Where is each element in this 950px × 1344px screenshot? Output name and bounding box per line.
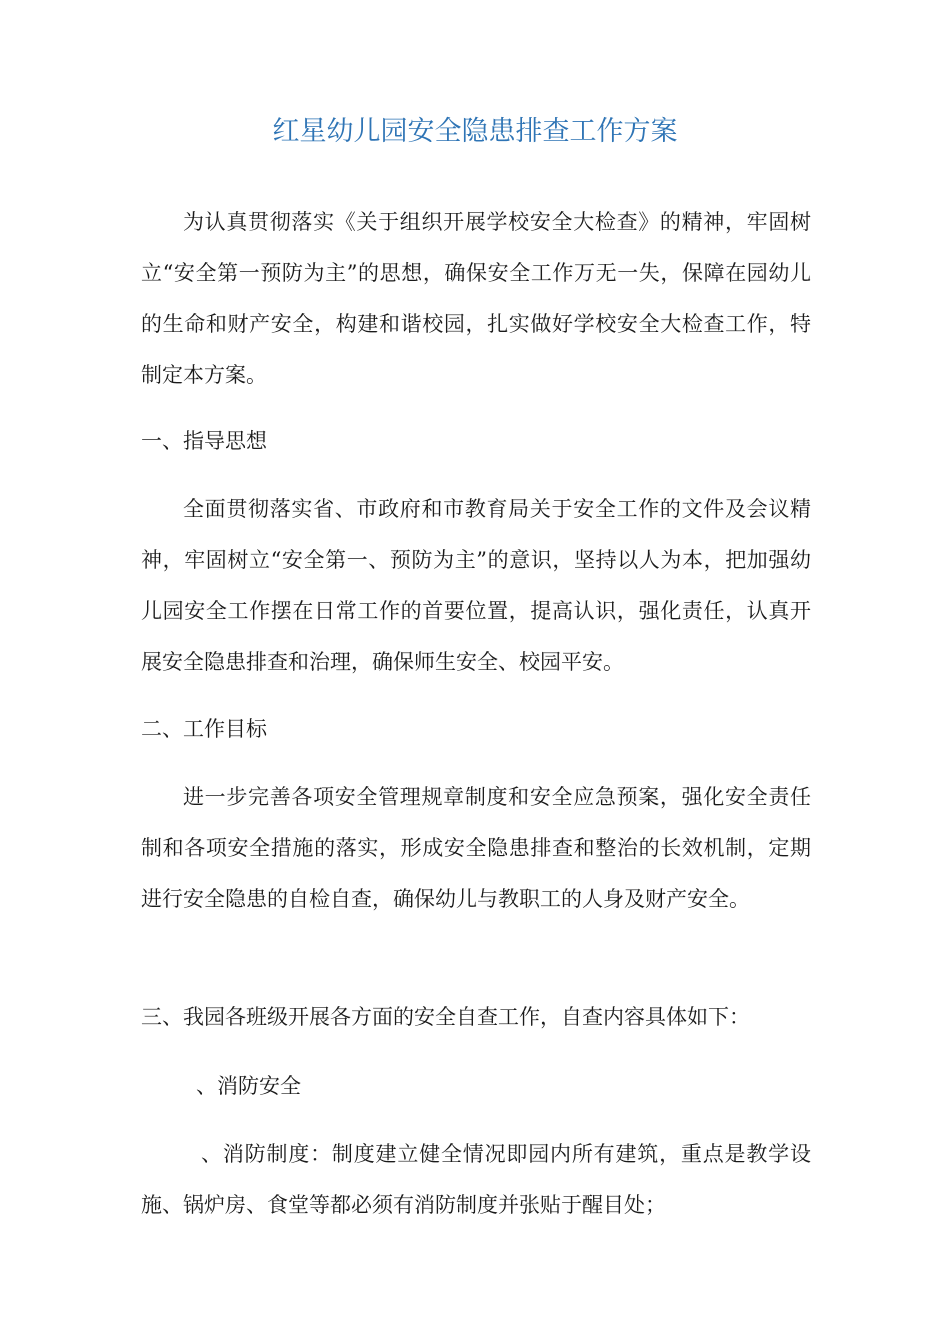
section-heading-guiding-ideology: 一、指导思想 <box>141 429 267 453</box>
section-body-work-goals: 进一步完善各项安全管理规章制度和安全应急预案，强化安全责任制和各项安全措施的落实，形成安全隐患排查和整治的长效机制，定期进行安全隐患的自检自查，确保幼儿与教职工的人身及财产安全。 <box>141 785 811 911</box>
document-title: 红星幼儿园安全隐患排查工作方案 <box>272 116 678 147</box>
item-heading-fire-safety: 、消防安全 <box>196 1074 301 1098</box>
section-body-guiding-ideology: 全面贯彻落实省、市政府和市教育局关于安全工作的文件及会议精神，牢固树立“安全第一、预防为主”的意识，坚持以人为本，把加强幼儿园安全工作摆在日常工作的首要位置，提高认识，强化责任，认真开展安全隐患排查和治理，确保师生安全、校园平安。 <box>141 497 811 674</box>
section-heading-work-goals: 二、工作目标 <box>141 717 267 741</box>
intro-paragraph: 为认真贯彻落实《关于组织开展学校安全大检查》的精神，牢固树立“安全第一预防为主”的思想，确保安全工作万无一失，保障在园幼儿的生命和财产安全，构建和谐校园，扎实做好学校安全大检查工作，特制定本方案。 <box>141 210 811 387</box>
item-body-fire-system: 、消防制度：制度建立健全情况即园内所有建筑，重点是教学设施、锅炉房、食堂等都必须有消防制度并张贴于醒目处； <box>141 1142 811 1217</box>
section-heading-self-inspection: 三、我园各班级开展各方面的安全自查工作，自查内容具体如下： <box>141 1005 750 1029</box>
